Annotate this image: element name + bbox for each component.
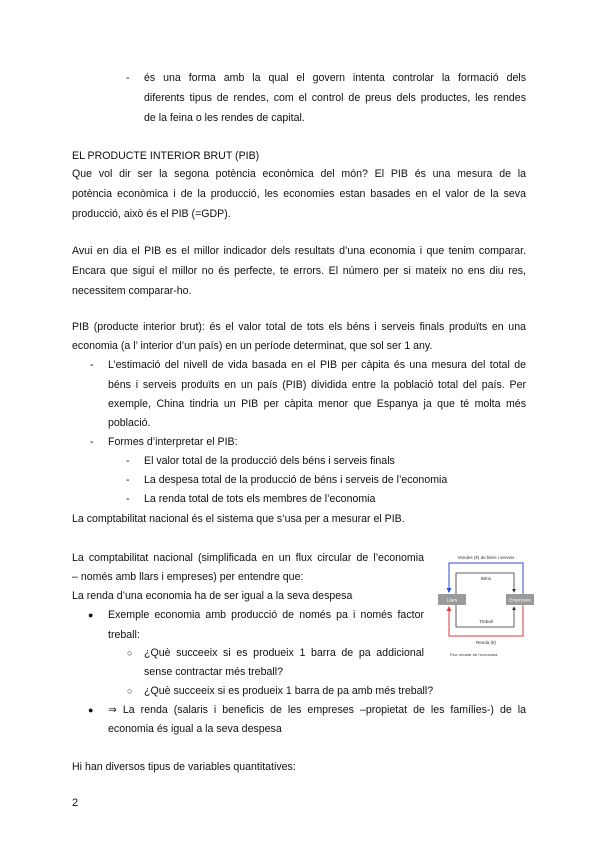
dash-bullet: - bbox=[126, 72, 130, 84]
diagram-bottom-label: Renda (€) bbox=[475, 640, 497, 645]
intro-line: de la feina o les rendes de capital. bbox=[144, 112, 305, 124]
bullet-line: Exemple economia amb producció de només pa i només factor bbox=[108, 609, 424, 621]
circle-bullet: ○ bbox=[127, 686, 133, 696]
paragraph-line: economia (a l’ interior d’un país) en un període determinat, que sol ser 1 any. bbox=[72, 340, 433, 352]
paragraph-line: La renda d’una economia ha de ser igual a la seva despesa bbox=[72, 590, 353, 602]
bullet-line: economia és igual a la seva despesa bbox=[108, 723, 282, 735]
diagram-caption: Flux circular de l’economia bbox=[450, 652, 498, 657]
households-label: Llars bbox=[446, 598, 458, 604]
paragraph-line: PIB (producte interior brut): és el valor total de tots els béns i serveis finals produïts en una bbox=[72, 321, 526, 333]
paragraph-line: La comptabilitat nacional és el sistema que s’usa per a mesurar el PIB. bbox=[72, 513, 405, 525]
round-bullet: ● bbox=[88, 610, 94, 620]
paragraph-line: Hi han diversos tipus de variables quantitatives: bbox=[72, 761, 296, 773]
sub-bullet-line: ¿Què succeeix si es produeix 1 barra de pa addicional bbox=[144, 647, 424, 659]
sub-bullet-line: sense contractar més treball? bbox=[144, 666, 283, 678]
section-heading: EL PRODUCTE INTERIOR BRUT (PIB) bbox=[72, 150, 260, 162]
paragraph-line: potència econòmica i de la producció, les economies estan basades en el valor de la seva bbox=[72, 188, 526, 200]
list-item-line: béns i serveis produïts en un país (PIB) dividida entre la població total del país. Per bbox=[108, 379, 526, 391]
paragraph-line: Que vol dir ser la segona potència econòmica del món? El PIB és una mesura de la bbox=[72, 168, 526, 180]
paragraph-line: Encara que sigui el millor no és perfecte, te errors. El número per si mateix no ens diu res, bbox=[72, 265, 526, 277]
dash-bullet: - bbox=[126, 455, 130, 467]
sub-bullet-line: ¿Què succeeix si es produeix 1 barra de pa amb més treball? bbox=[144, 685, 434, 697]
page-number: 2 bbox=[72, 797, 79, 809]
sub-list-item: La renda total de tots els membres de l’economia bbox=[144, 493, 376, 505]
paragraph-line: producció, això és el PIB (=GDP). bbox=[72, 208, 231, 220]
dash-bullet: - bbox=[126, 493, 130, 505]
sub-list-item: El valor total de la producció dels béns i serveis finals bbox=[144, 455, 395, 467]
paragraph-line: necessitem comparar-ho. bbox=[72, 285, 192, 297]
list-item-line: població. bbox=[108, 417, 151, 429]
list-item-line: L’estimació del nivell de vida basada en el PIB per càpita és una mesura del total de bbox=[108, 359, 526, 371]
dash-bullet: - bbox=[126, 474, 130, 486]
round-bullet: ● bbox=[88, 705, 94, 715]
circle-bullet: ○ bbox=[127, 648, 133, 658]
bullet-line: treball: bbox=[108, 629, 140, 641]
paragraph-line: Avui en dia el PIB es el millor indicador dels resultats d’una economia i que tenim comparar. bbox=[72, 245, 526, 257]
diagram-top-label: Vendes (€) de béns i serveis bbox=[457, 555, 515, 560]
dash-bullet: - bbox=[90, 436, 94, 448]
list-item-line: Formes d’interpretar el PIB: bbox=[108, 436, 238, 448]
paragraph-line: La comptabilitat nacional (simplificada en un flux circular de l’economia bbox=[72, 552, 424, 564]
intro-line: diferents tipus de rendes, com el control de preus dels productes, les rendes bbox=[144, 92, 526, 104]
firms-label: Empreses bbox=[509, 598, 531, 604]
diagram-inner-bottom: Treball bbox=[479, 619, 493, 624]
list-item-line: exemple, China tindria un PIB per càpita menor que Espanya ja que té molta més bbox=[108, 398, 526, 410]
diagram-inner-top: Béns bbox=[480, 576, 492, 581]
sub-list-item: La despesa total de la producció de béns i serveis de l’economia bbox=[144, 474, 448, 486]
circular-flow-diagram bbox=[436, 552, 536, 664]
intro-line: és una forma amb la qual el govern intenta controlar la formació dels bbox=[144, 72, 526, 84]
dash-bullet: - bbox=[90, 359, 94, 371]
bullet-line: ⇒ La renda (salaris i beneficis de les empreses –propietat de les famílies-) de la bbox=[108, 704, 526, 716]
paragraph-line: – només amb llars i empreses) per entendre que: bbox=[72, 571, 304, 583]
